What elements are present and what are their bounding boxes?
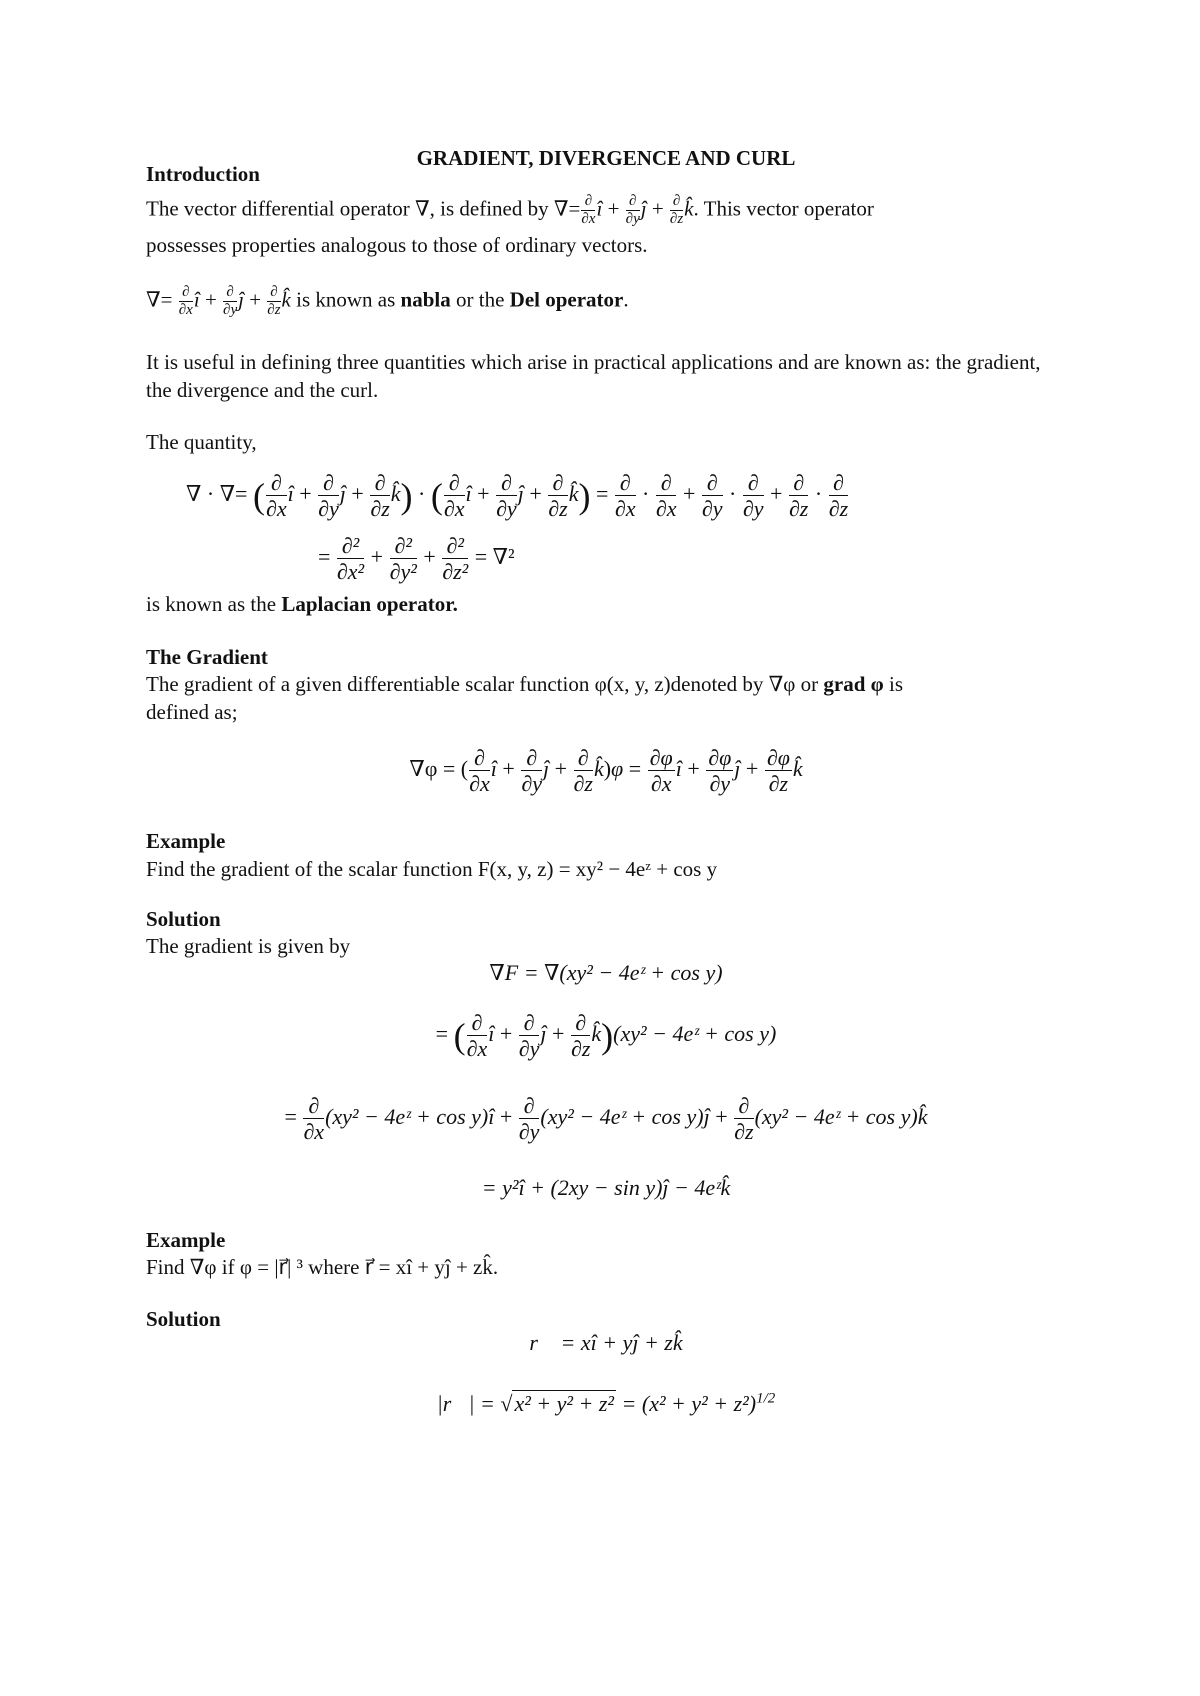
intro-p2-text-c: or the [450,287,510,312]
solution-2-heading: Solution [146,1307,221,1331]
eq3-term-y: (xy² − 4eᶻ + cos y) [540,1103,704,1129]
partial-z-fraction: $\frac{\partial}{\partial z}$ [669,193,684,228]
eq2-radicand: x² + y² + z² [514,1391,615,1416]
solution-1-heading: Solution [146,907,221,931]
del-operator-term: Del operator [509,287,624,312]
eq2-lhs: |r⃗| = [436,1391,501,1416]
eq2-rhs: = (x² + y² + z²) [616,1391,757,1416]
partial-x-fraction: $\frac{\partial}{\partial x}$ [581,193,596,228]
example-1-text: Find the gradient of the scalar function F(x, y, z) = xy² − 4eᶻ + cos y [146,857,718,881]
grad-phi-term: grad φ [823,672,884,696]
solution-2-equation-1: r⃗ = xî + yĵ + zk̂ [529,1330,683,1355]
partial-y-fraction: $\frac{\partial}{\partial y}$ [625,193,640,228]
intro-paragraph-3: It is useful in defining three quantities which arise in practical applications and are known as: the gradient, the divergence and the curl. [146,350,1041,402]
intro-p1-text-b: . This vector operator [693,196,874,221]
gradient-paragraph-1-cont: defined as; [146,700,238,724]
solution-1-equation-4: = y²î + (2xy − sin y)ĵ − 4eᶻk̂ [481,1175,731,1200]
intro-p2-text-b: is known as [290,287,401,312]
solution-2-equation-2: |r⃗| = $√x^2 + y^2 + z^2 = (x^2 + y^2 + z^2)^{1/2}$ [436,1390,776,1416]
solution-1-eq2-tail: (xy² − 4eᶻ + cos y) [613,1020,777,1046]
partial-z-fraction: $\frac{\partial}{\partial z}$ [267,284,281,319]
partial-x-fraction: $\frac{\partial}{\partial x}$ [178,284,193,319]
nabla-term: nabla [400,287,451,312]
solution-1-text: The gradient is given by [146,934,351,958]
laplacian-operator-term: Laplacian operator. [281,592,458,616]
eq2-exponent: 1/2 [756,1390,776,1407]
intro-p5-text-a: is known as the [146,592,282,616]
gradient-paragraph-1 [146,670,1066,698]
laplacian-equation-line-2: = $\frac{\text{∂²}}{\text{∂x²}}$ + $\frac{\text{∂²}}{\text{∂y²}}$ + $\frac{\text{∂²}}{\text{∂z²}}$ = ∇² [318,533,515,585]
intro-paragraph-2: ∇= $\frac{\partial}{\partial x}$ î + $\frac{\partial}{\partial y}$ ĵ + $\frac{\partial}{\partial z}$ k̂ is known as nabla or the Del operator. [146,284,629,319]
laplacian-equation-line-1: ∇ · ∇= ( $\frac{\partial}{\partial x}$ î + $\frac{\partial}{\partial y}$ ĵ + $\frac{\partial}{\partial z}$ k̂) · ( $\frac{\partial}{\partial x}$ î + $\frac{\partial}{\partial y}$ ĵ + $\frac{\partial}{\partial z}$ k̂) = $\frac{\partial}{\partial x}$ · $\frac{\partial}{\partial x}$ + $\frac{\partial}{\partial y}$ · $\frac{\partial}{\partial y}$ + $\frac{\partial}{\partial z}$ · $\frac{\partial}{\partial z}$ [186,470,849,522]
intro-paragraph-1-cont: possesses properties analogous to those of ordinary vectors. [146,233,648,257]
gradient-p1-text-a: The gradient of a given differentiable scalar function φ(x, y, z)denoted by ∇φ or [146,672,824,696]
intro-p2-text-d: . [623,287,629,312]
page-title: GRADIENT, DIVERGENCE AND CURL [416,146,796,170]
solution-1-equation-2: = ( $\frac{\partial}{\partial x}$ î + $\frac{\partial}{\partial y}$ ĵ + $\frac{\partial}{\partial z}$ k̂)(xy² − 4eᶻ + cos y) [435,1010,777,1062]
gradient-heading: The Gradient [146,645,268,669]
gradient-definition-equation: ∇φ = ( $\frac{\partial}{\partial x}$ î + $\frac{\partial}{\partial y}$ ĵ + $\frac{\partial}{\partial z}$ k̂)φ = $\frac{\partial\varphi}{\partial x}$ î + $\frac{\partial\varphi}{\partial y}$ ĵ + $\frac{\partial\varphi}{\partial z}$ k̂ [409,745,803,797]
partial-y-fraction: $\frac{\partial}{\partial y}$ [223,284,238,319]
eq3-term-z: (xy² − 4eᶻ + cos y) [754,1103,918,1129]
intro-paragraph-1: The vector differential operator ∇, is defined by ∇= $\frac{\partial}{\partial x}$ î + $\frac{\partial}{\partial y}$ ĵ + $\frac{\partial}{\partial z}$ k̂. This vector operator [146,193,874,228]
intro-paragraph-4: The quantity, [146,430,257,454]
intro-heading: Introduction [146,162,260,186]
example-2-heading: Example [146,1228,226,1252]
intro-paragraph-5 [146,590,1066,618]
solution-1-equation-1: ∇F = ∇(xy² − 4eᶻ + cos y) [489,960,723,985]
gradient-p1-text-c: is [883,672,904,696]
example-2-text: Find ∇φ if φ = |r⃗| ³ where r⃗ = xî + yĵ + zk̂. [146,1255,499,1279]
intro-p1-text-a: The vector differential operator ∇, is defined by ∇= [146,196,581,221]
eq3-term-x: (xy² − 4eᶻ + cos y) [325,1103,489,1129]
solution-1-equation-3: = $\frac{\partial}{\partial x}$ (xy² − 4eᶻ + cos y)î + $\frac{\partial}{\partial y}$ (xy² − 4eᶻ + cos y)ĵ + $\frac{\partial}{\partial z}$ (xy² − 4eᶻ + cos y)k̂ [284,1093,928,1145]
example-1-heading: Example [146,829,226,853]
